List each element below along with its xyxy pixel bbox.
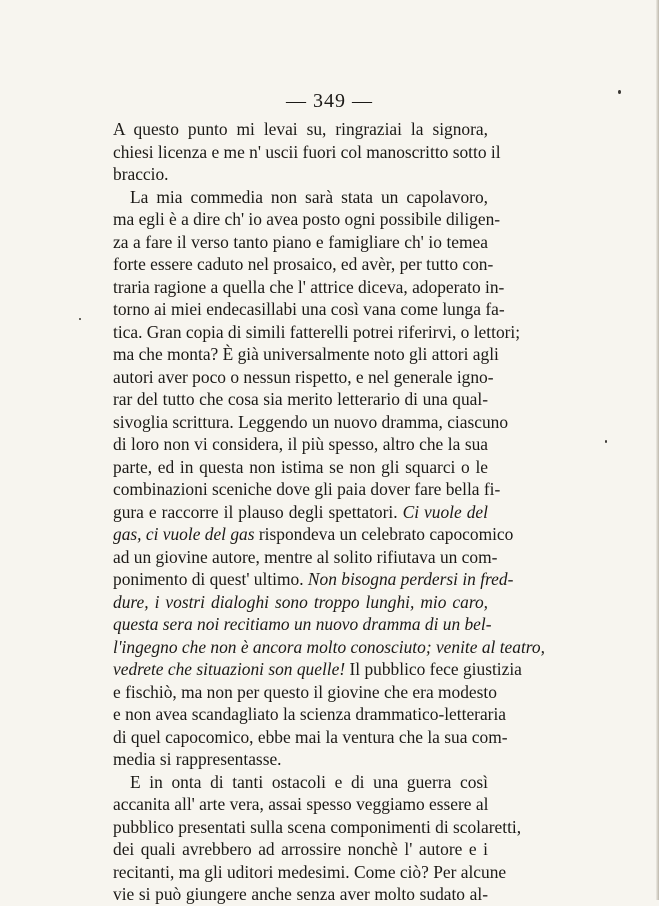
body-text — [113, 118, 545, 906]
margin-speck — [605, 440, 607, 443]
text-line: sivoglia scrittura. Leggendo un nuovo dramma, ciascuno — [113, 411, 509, 432]
text-line: gura e raccorre il plauso degli spettatori. Ci vuole del — [113, 501, 488, 522]
text-line: traria ragione a quella che l' attrice diceva, adoperato in- — [113, 276, 505, 297]
text-line: e non avea scandagliato la scienza drammatico-letteraria — [113, 704, 507, 724]
text-line: braccio. — [113, 164, 169, 184]
text-line: combinazioni sceniche dove gli paia dover fare bella fi- — [113, 479, 501, 499]
text-line: pubblico presentati sulla scena componimenti di scolaretti, — [113, 816, 522, 837]
text-line: dei quali avrebbero ad arrossire nonchè l' autore e i — [113, 839, 488, 859]
text-line: e fischiò, ma non per questo il giovine che era modesto — [113, 681, 497, 702]
page-number: — 349 — — [286, 90, 373, 112]
text-line: ma che monta? È già universalmente noto gli attori agli — [113, 344, 499, 364]
text-line: ad un giovine autore, mentre al solito rifiutava un com- — [113, 546, 498, 567]
text-line: tica. Gran copia di simili fatterelli potrei riferirvi, o lettori; — [113, 321, 521, 342]
text-line: l'ingegno che non è ancora molto conosciuto; venite al teatro, — [113, 636, 545, 657]
text-line: za a fare il verso tanto piano e famigliare ch' io temea — [113, 231, 488, 252]
text-line: dure, i vostri dialoghi sono troppo lunghi, mio caro, — [113, 591, 488, 612]
text-line: rar del tutto che cosa sia merito letterario di una qual- — [113, 389, 488, 409]
text-line: di quel capocomico, ebbe mai la ventura che la sua com- — [113, 726, 508, 747]
text-line: questa sera noi recitiamo un nuovo dramma di un bel- — [113, 614, 492, 634]
text-line: ma egli è a dire ch' io avea posto ogni possibile diligen- — [113, 209, 501, 229]
text-line: E in onta di tanti ostacoli e di una guerra così — [130, 771, 488, 792]
text-line: vie si può giungere anche senza aver molto sudato al- — [113, 884, 488, 904]
text-line: gas, ci vuole del gas rispondeva un celebrato capocomico — [113, 524, 514, 544]
text-line: media si rappresentasse. — [113, 749, 282, 769]
text-line: vedrete che situazioni son quelle! Il pubblico fece giustizia — [113, 659, 522, 679]
margin-speck — [79, 318, 81, 320]
text-line: forte essere caduto nel prosaico, ed avèr, per tutto con- — [113, 254, 494, 274]
text-line: A questo punto mi levai su, ringraziai la signora, — [113, 119, 488, 139]
text-line: accanita all' arte vera, assai spesso veggiamo essere al — [113, 794, 489, 814]
text-line: torno ai miei endecasillabi una così vana come lunga fa- — [113, 299, 505, 319]
text-line: chiesi licenza e me n' uscii fuori col manoscritto sotto il — [113, 141, 501, 162]
text-line: recitanti, ma gli uditori medesimi. Come ciò? Per alcune — [113, 861, 507, 882]
text-line: La mia commedia non sarà stata un capolavoro, — [130, 186, 488, 207]
text-line: autori aver poco o nessun rispetto, e nel generale igno- — [113, 366, 494, 387]
text-line: di loro non vi considera, il più spesso, altro che la sua — [113, 434, 488, 454]
text-line: parte, ed in questa non istima se non gli squarci o le — [113, 456, 488, 477]
text-line: ponimento di quest' ultimo. Non bisogna perdersi in fred- — [113, 569, 514, 589]
